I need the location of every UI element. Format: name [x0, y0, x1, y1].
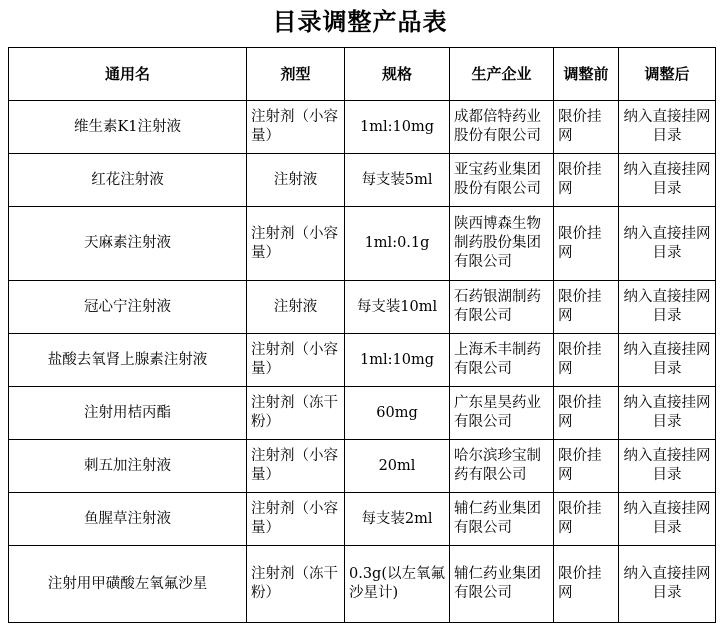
- cell-manufacturer: 成都倍特药业股份有限公司: [450, 101, 554, 154]
- cell-dosage-form: 注射剂（小容量）: [247, 440, 345, 493]
- cell-manufacturer: 辅仁药业集团有限公司: [450, 546, 554, 623]
- cell-before-adjustment: 限价挂网: [554, 387, 619, 440]
- cell-generic-name: 刺五加注射液: [9, 440, 247, 493]
- cell-manufacturer: 陕西博森生物制药股份集团有限公司: [450, 207, 554, 281]
- cell-before-adjustment: 限价挂网: [554, 493, 619, 546]
- header-manufacturer: 生产企业: [450, 48, 554, 101]
- table-row: [9, 546, 716, 623]
- table-row: [9, 154, 716, 207]
- cell-generic-name: 天麻素注射液: [9, 207, 247, 281]
- table-row: [9, 281, 716, 334]
- cell-dosage-form: 注射剂（小容量）: [247, 207, 345, 281]
- cell-manufacturer: 亚宝药业集团股份有限公司: [450, 154, 554, 207]
- cell-before-adjustment: 限价挂网: [554, 546, 619, 623]
- table-row: [9, 493, 716, 546]
- cell-after-adjustment: 纳入直接挂网目录: [619, 387, 716, 440]
- cell-before-adjustment: 限价挂网: [554, 281, 619, 334]
- header-row: [9, 48, 716, 101]
- cell-after-adjustment: 纳入直接挂网目录: [619, 281, 716, 334]
- cell-dosage-form: 注射剂（冻干粉）: [247, 546, 345, 623]
- table-row: [9, 334, 716, 387]
- cell-generic-name: 冠心宁注射液: [9, 281, 247, 334]
- cell-generic-name: 注射用甲磺酸左氧氟沙星: [9, 546, 247, 623]
- page-title: 目录调整产品表: [272, 7, 448, 36]
- cell-after-adjustment: 纳入直接挂网目录: [619, 101, 716, 154]
- table-row: [9, 387, 716, 440]
- cell-generic-name: 鱼腥草注射液: [9, 493, 247, 546]
- cell-manufacturer: 石药银湖制药有限公司: [450, 281, 554, 334]
- cell-after-adjustment: 纳入直接挂网目录: [619, 546, 716, 623]
- cell-generic-name: 盐酸去氧肾上腺素注射液: [9, 334, 247, 387]
- table-row: [9, 101, 716, 154]
- header-after-adjustment: 调整后: [619, 48, 716, 101]
- cell-before-adjustment: 限价挂网: [554, 101, 619, 154]
- table-row: [9, 440, 716, 493]
- cell-dosage-form: 注射剂（冻干粉）: [247, 387, 345, 440]
- cell-after-adjustment: 纳入直接挂网目录: [619, 154, 716, 207]
- cell-manufacturer: 哈尔滨珍宝制药有限公司: [450, 440, 554, 493]
- cell-manufacturer: 上海禾丰制药有限公司: [450, 334, 554, 387]
- cell-before-adjustment: 限价挂网: [554, 207, 619, 281]
- cell-before-adjustment: 限价挂网: [554, 154, 619, 207]
- cell-dosage-form: 注射液: [247, 154, 345, 207]
- cell-manufacturer: 广东星昊药业有限公司: [450, 387, 554, 440]
- cell-specification: 20ml: [345, 440, 450, 493]
- cell-after-adjustment: 纳入直接挂网目录: [619, 440, 716, 493]
- cell-specification: 1ml:0.1g: [345, 207, 450, 281]
- table-row: [9, 207, 716, 281]
- cell-specification: 60mg: [345, 387, 450, 440]
- cell-dosage-form: 注射剂（小容量）: [247, 101, 345, 154]
- cell-dosage-form: 注射剂（小容量）: [247, 493, 345, 546]
- cell-specification: 0.3g(以左氧氟沙星计): [345, 546, 450, 623]
- cell-after-adjustment: 纳入直接挂网目录: [619, 334, 716, 387]
- cell-manufacturer: 辅仁药业集团有限公司: [450, 493, 554, 546]
- cell-generic-name: 注射用桔丙酯: [9, 387, 247, 440]
- cell-after-adjustment: 纳入直接挂网目录: [619, 207, 716, 281]
- cell-before-adjustment: 限价挂网: [554, 334, 619, 387]
- cell-specification: 每支装2ml: [345, 493, 450, 546]
- cell-specification: 每支装5ml: [345, 154, 450, 207]
- cell-dosage-form: 注射剂（小容量）: [247, 334, 345, 387]
- header-specification: 规格: [345, 48, 450, 101]
- cell-generic-name: 维生素K1注射液: [9, 101, 247, 154]
- cell-specification: 每支装10ml: [345, 281, 450, 334]
- cell-before-adjustment: 限价挂网: [554, 440, 619, 493]
- cell-specification: 1ml:10mg: [345, 334, 450, 387]
- product-table: [8, 47, 716, 623]
- header-generic-name: 通用名: [9, 48, 247, 101]
- cell-after-adjustment: 纳入直接挂网目录: [619, 493, 716, 546]
- cell-generic-name: 红花注射液: [9, 154, 247, 207]
- header-before-adjustment: 调整前: [554, 48, 619, 101]
- cell-specification: 1ml:10mg: [345, 101, 450, 154]
- header-dosage-form: 剂型: [247, 48, 345, 101]
- cell-dosage-form: 注射液: [247, 281, 345, 334]
